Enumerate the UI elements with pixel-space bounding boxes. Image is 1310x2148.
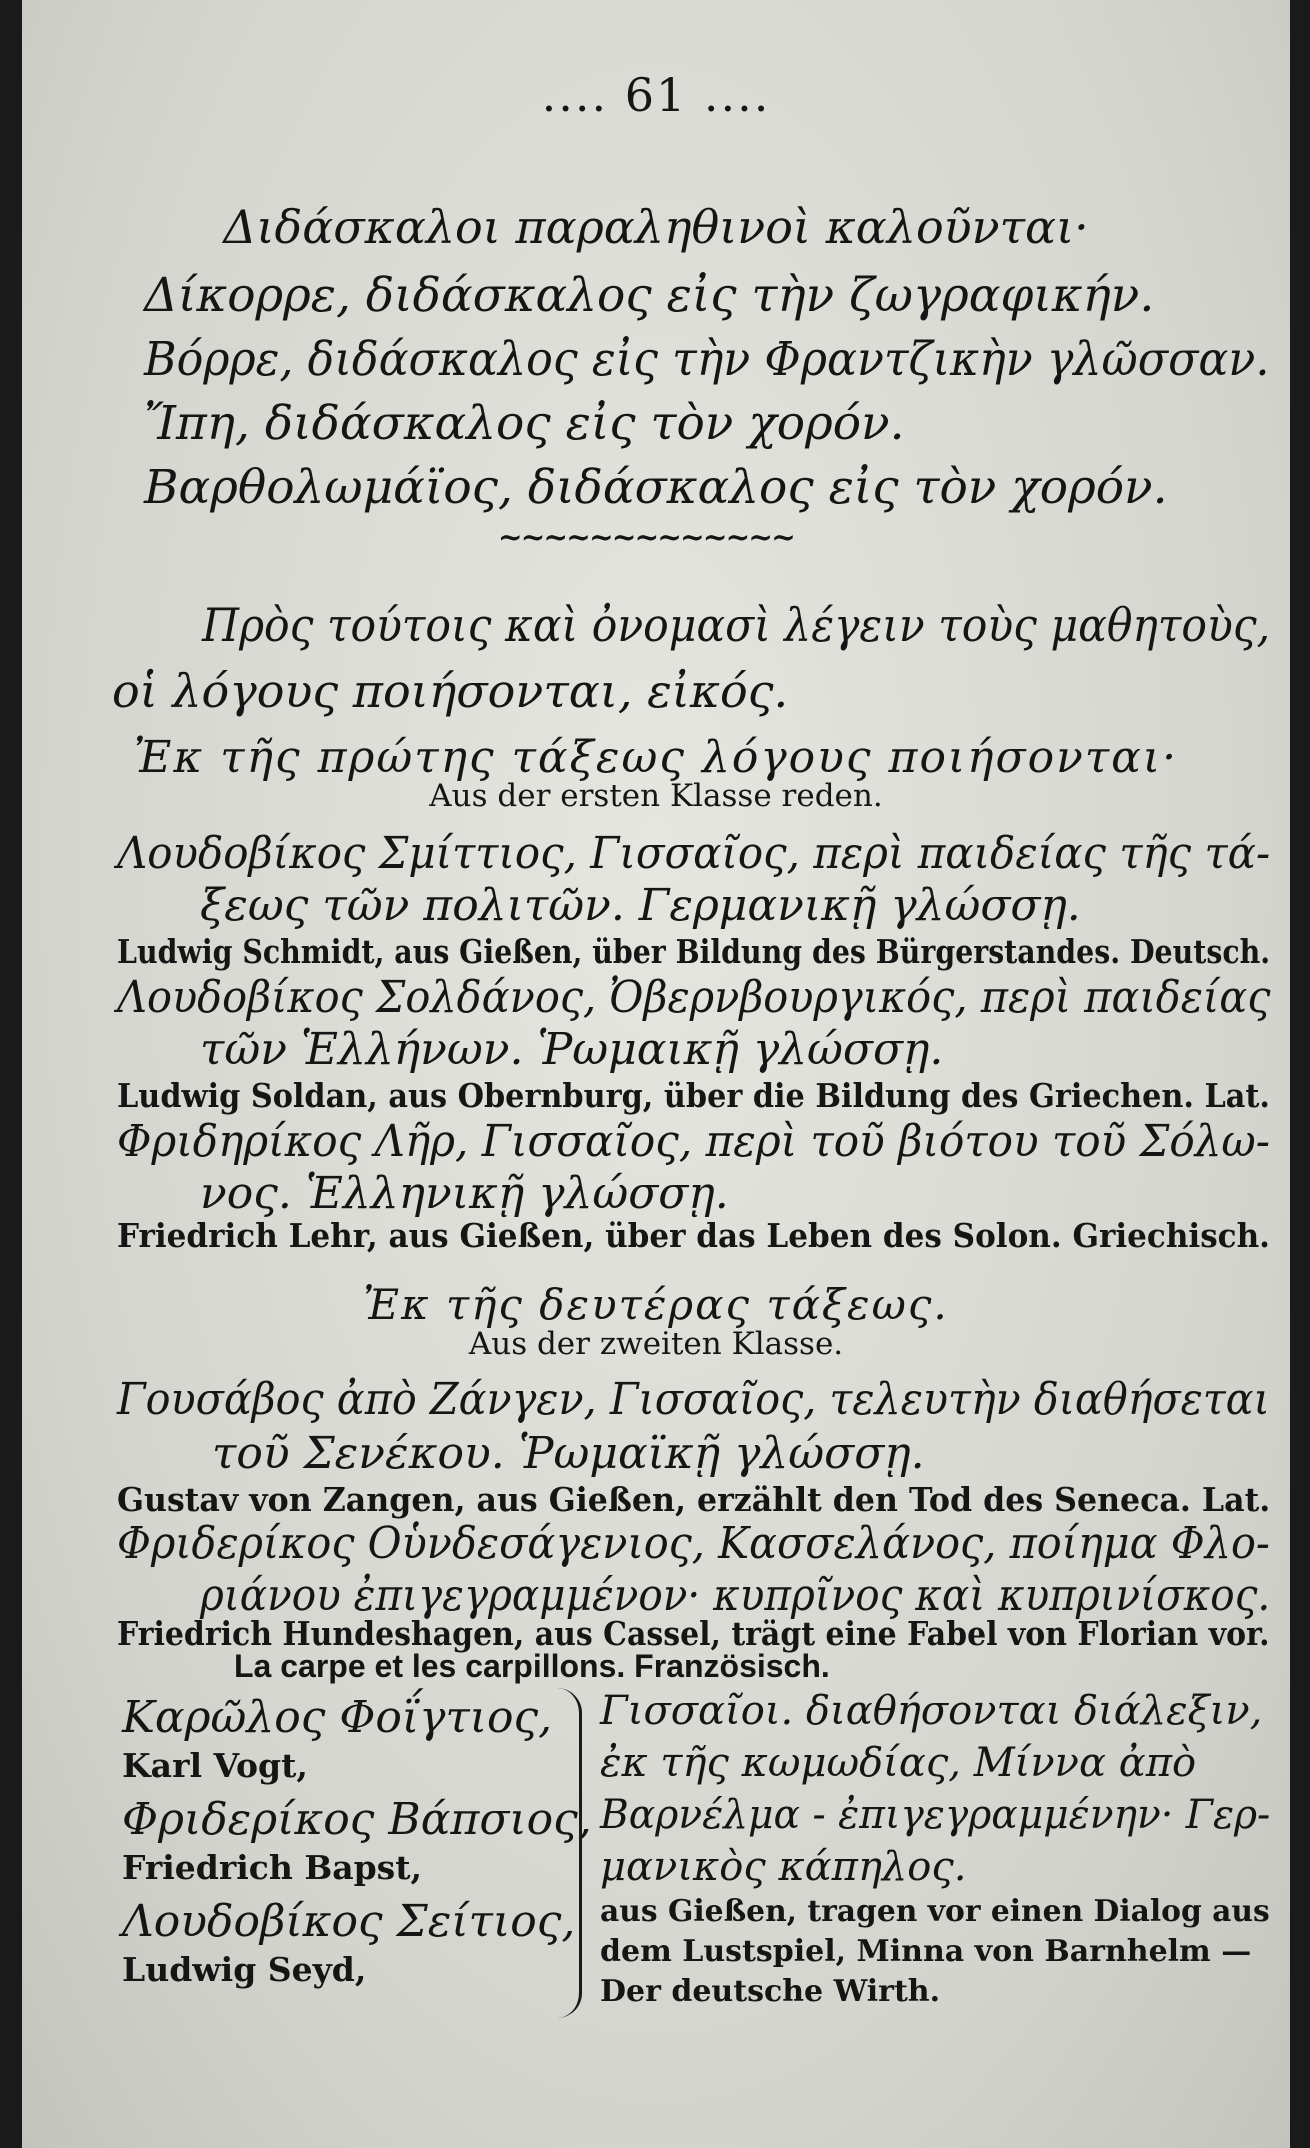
- dialog-name-greek: Λουδοβίκος Σείτιος,: [122, 1896, 576, 1947]
- teacher-line: Δίκορρε, διδάσκαλος εἰς τὴν ζωγραφικήν.: [144, 268, 1155, 323]
- entry-german: Ludwig Schmidt, aus Gießen, über Bildung des Bürgerstandes. Deutsch.: [117, 932, 1271, 971]
- dialog-text: Γισσαῖοι. διαθήσονται διάλεξιν,: [600, 1688, 1263, 1734]
- entry-german: Ludwig Soldan, aus Obernburg, über die Bildung des Griechen. Lat.: [117, 1076, 1270, 1115]
- entry-greek: τοῦ Σενέκου. Ῥωμαϊκῇ γλώσσῃ.: [212, 1428, 925, 1479]
- entry-german: Friedrich Hundeshagen, aus Cassel, trägt eine Fabel von Florian vor.: [117, 1614, 1270, 1653]
- entry-greek: Γουσάβος ἀπὸ Ζάνγεν, Γισσαῖος, τελευτὴν διαθήσεται: [117, 1374, 1270, 1425]
- teacher-line: Βόρρε, διδάσκαλος εἰς τὴν Φραντζικὴν γλῶσσαν.: [144, 332, 1270, 387]
- dialog-name-german: Ludwig Seyd,: [122, 1950, 367, 1989]
- entry-greek: τῶν Ἑλλήνων. Ῥωμαικῇ γλώσσῃ.: [200, 1024, 944, 1075]
- dialog-name-greek: Καρῶλος Φοΐγτιος,: [122, 1692, 553, 1743]
- intro-line: οἱ λόγους ποιήσονται, εἰκός.: [112, 664, 789, 718]
- entry-german: Friedrich Lehr, aus Gießen, über das Leben des Solon. Griechisch.: [117, 1216, 1270, 1255]
- entry-greek: ξεως τῶν πολιτῶν. Γερμανικῇ γλώσσῃ.: [200, 880, 1081, 931]
- entry-greek: νος. Ἑλληνικῇ γλώσσῃ.: [200, 1168, 729, 1219]
- entry-greek: Φριδηρίκος Λῆρ, Γισσαῖος, περὶ τοῦ βιότου τοῦ Σόλω-: [117, 1116, 1270, 1167]
- class1-subtitle: Aus der ersten Klasse reden.: [429, 778, 883, 814]
- class1-title: Ἐκ τῆς πρώτης τάξεως λόγους ποιήσονται·: [133, 732, 1179, 783]
- brace: [557, 1688, 582, 2018]
- entry-greek: Λουδοβίκος Σμίττιος, Γισσαῖος, περὶ παιδείας τῆς τά-: [117, 828, 1271, 879]
- heading: Διδάσκαλοι παραληθινοὶ καλοῦνται·: [223, 200, 1089, 254]
- entry-greek: Λουδοβίκος Σολδάνος, Ὀβερνβουργικός, περὶ παιδείας: [117, 972, 1271, 1023]
- dialog-text: μανικὸς κάπηλος.: [600, 1844, 967, 1890]
- dialog-german: dem Lustspiel, Minna von Barnhelm —: [600, 1934, 1252, 1969]
- dialog-name-german: Karl Vogt,: [122, 1746, 308, 1785]
- dialog-name-greek: Φριδερίκος Βάπσιος,: [122, 1794, 592, 1845]
- dialog-text: Βαρνέλμα - ἐπιγεγραμμένην· Γερ-: [600, 1792, 1271, 1838]
- dialog-name-german: Friedrich Bapst,: [122, 1848, 422, 1887]
- dialog-german: Der deutsche Wirth.: [600, 1974, 941, 2009]
- intro-line: Πρὸς τούτοις καὶ ὀνομασὶ λέγειν τοὺς μαθητοὺς,: [202, 598, 1271, 652]
- entry-greek: Φριδερίκος Οὑνδεσάγενιος, Κασσελάνος, ποίημα Φλο-: [117, 1518, 1270, 1569]
- entry-greek: ριάνου ἐπιγεγραμμένον· κυπρῖνος καὶ κυπρινίσκος.: [200, 1570, 1271, 1621]
- entry-german: Gustav von Zangen, aus Gießen, erzählt den Tod des Seneca. Lat.: [117, 1480, 1271, 1519]
- class2-title: Ἐκ τῆς δευτέρας τάξεως.: [363, 1280, 949, 1329]
- page-number: .... 61 ....: [541, 68, 771, 122]
- class2-subtitle: Aus der zweiten Klasse.: [468, 1326, 844, 1362]
- teacher-line: Ἴπη, διδάσκαλος εἰς τὸν χορόν.: [144, 396, 905, 451]
- dialog-german: aus Gießen, tragen vor einen Dialog aus: [600, 1894, 1270, 1929]
- entry-french: La carpe et les carpillons. Französisch.: [234, 1648, 830, 1684]
- book-page: [22, 0, 1290, 2148]
- teacher-line: Βαρθολωμάϊος, διδάσκαλος εἰς τὸν χορόν.: [144, 460, 1168, 515]
- ornament-divider: ~~~~~~~~~~~~~: [497, 520, 794, 555]
- dialog-text: ἐκ τῆς κωμωδίας, Μίννα ἀπὸ: [600, 1740, 1197, 1786]
